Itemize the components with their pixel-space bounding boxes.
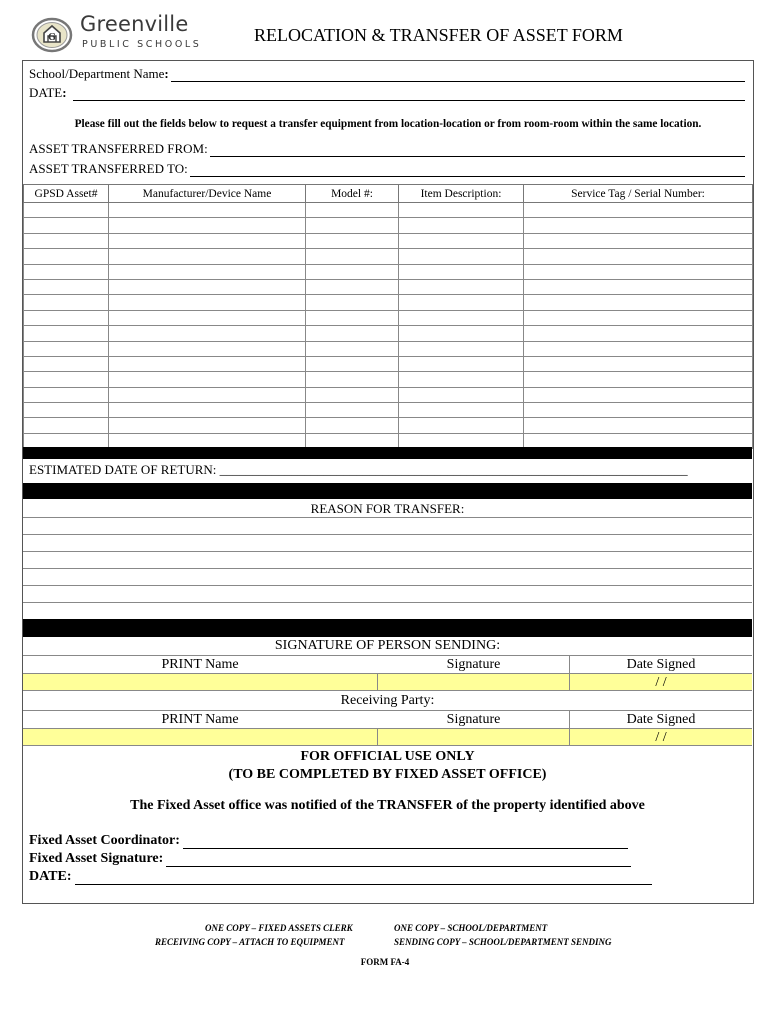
notified-statement: The Fixed Asset office was notified of the TRANSFER of the property identified above [130, 798, 645, 813]
date-field[interactable] [73, 87, 745, 101]
table-row [24, 203, 753, 218]
receiving-date-label: Date Signed [569, 711, 752, 728]
table-cell[interactable] [306, 356, 399, 371]
table-row [24, 249, 753, 264]
col-model: Model #: [306, 185, 399, 203]
table-row [24, 279, 753, 294]
school-department-colon: : [164, 66, 169, 81]
table-cell[interactable] [524, 249, 753, 264]
table-cell[interactable] [109, 372, 306, 387]
reason-title: REASON FOR TRANSFER: [310, 501, 465, 516]
col-gpsd-asset: GPSD Asset# [24, 185, 109, 203]
transferred-from-row [29, 141, 745, 157]
table-cell[interactable] [24, 264, 109, 279]
fa-date-label: DATE: [29, 869, 72, 884]
sending-signature-label: Signature [446, 657, 501, 672]
table-cell[interactable] [109, 233, 306, 248]
table-cell[interactable] [306, 310, 399, 325]
table-row [24, 295, 753, 310]
table-cell[interactable] [306, 341, 399, 356]
table-cell[interactable] [24, 418, 109, 433]
table-cell[interactable] [524, 279, 753, 294]
col-item-description: Item Description: [399, 185, 524, 203]
table-cell[interactable] [109, 341, 306, 356]
official-use-subtitle: (TO BE COMPLETED BY FIXED ASSET OFFICE) [228, 767, 547, 782]
footer-right-line1: ONE COPY – SCHOOL/DEPARTMENT [394, 923, 548, 933]
footer-left-line2: RECEIVING COPY – ATTACH TO EQUIPMENT [155, 937, 345, 947]
table-cell[interactable] [24, 233, 109, 248]
fa-signature-row [29, 851, 631, 867]
school-department-row [29, 66, 745, 82]
table-cell[interactable] [109, 264, 306, 279]
table-cell[interactable] [399, 387, 524, 402]
fa-date-field[interactable] [75, 871, 652, 885]
table-cell[interactable] [306, 295, 399, 310]
asset-table [23, 184, 753, 449]
table-cell[interactable] [109, 295, 306, 310]
table-cell[interactable] [524, 403, 753, 418]
table-cell[interactable] [399, 279, 524, 294]
fa-date-row [29, 869, 652, 885]
estimated-return-field[interactable]: ESTIMATED DATE OF RETURN: ________________________________________________________________________ [29, 462, 688, 477]
table-cell[interactable] [524, 356, 753, 371]
table-cell[interactable] [524, 418, 753, 433]
table-cell[interactable] [306, 249, 399, 264]
table-row [24, 326, 753, 341]
receiving-title: Receiving Party: [340, 693, 435, 708]
col-service-tag: Service Tag / Serial Number: [524, 185, 753, 203]
table-cell[interactable] [306, 279, 399, 294]
fa-signature-label: Fixed Asset Signature: [29, 851, 164, 866]
table-cell[interactable] [109, 218, 306, 233]
logo-emblem-icon [31, 16, 73, 54]
table-cell[interactable] [24, 218, 109, 233]
table-cell[interactable] [109, 403, 306, 418]
form-title: RELOCATION & TRANSFER OF ASSET FORM [254, 25, 623, 45]
table-cell[interactable] [306, 403, 399, 418]
receiving-signature-label: Signature [446, 712, 501, 727]
asset-table-header [24, 185, 753, 203]
footer-right-line2: SENDING COPY – SCHOOL/DEPARTMENT SENDING [394, 937, 612, 947]
sending-date-field[interactable]: / / [569, 674, 752, 690]
date-label: DATE [29, 85, 63, 100]
table-cell[interactable] [524, 295, 753, 310]
table-cell[interactable] [399, 326, 524, 341]
logo-subtitle: PUBLIC SCHOOLS [82, 39, 202, 50]
table-cell[interactable] [524, 326, 753, 341]
sending-header-row [23, 655, 752, 673]
transferred-to-label: ASSET TRANSFERRED TO: [29, 161, 188, 176]
table-cell[interactable] [399, 249, 524, 264]
table-cell[interactable] [306, 372, 399, 387]
table-cell[interactable] [524, 264, 753, 279]
table-cell[interactable] [306, 387, 399, 402]
logo-name: Greenville [80, 12, 189, 36]
table-row [24, 310, 753, 325]
table-cell[interactable] [24, 310, 109, 325]
receiving-signature-field[interactable] [377, 729, 569, 745]
transferred-to-row [29, 161, 745, 177]
school-department-label: School/Department Name [29, 66, 165, 81]
table-cell[interactable] [399, 203, 524, 218]
table-cell[interactable] [24, 295, 109, 310]
form-number: FORM FA-4 [360, 957, 410, 967]
table-row [24, 387, 753, 402]
table-cell[interactable] [399, 372, 524, 387]
sending-print-field[interactable] [23, 674, 377, 690]
table-cell[interactable] [306, 203, 399, 218]
reason-divider-bar [23, 483, 752, 499]
receiving-input-row [23, 728, 752, 746]
table-cell[interactable] [109, 249, 306, 264]
table-cell[interactable] [109, 279, 306, 294]
table-cell[interactable] [524, 233, 753, 248]
table-cell[interactable] [306, 264, 399, 279]
sending-signature-field[interactable] [377, 674, 569, 690]
instruction-text: Please fill out the fields below to request a transfer equipment from location-location or from room-room within the same location. [74, 118, 702, 130]
table-cell[interactable] [306, 418, 399, 433]
table-row [24, 341, 753, 356]
sending-title: SIGNATURE OF PERSON SENDING: [274, 638, 501, 653]
table-cell[interactable] [399, 356, 524, 371]
coordinator-label: Fixed Asset Coordinator: [29, 833, 180, 848]
table-cell[interactable] [399, 218, 524, 233]
table-row [24, 218, 753, 233]
table-cell[interactable] [524, 310, 753, 325]
official-use-title: FOR OFFICIAL USE ONLY [300, 749, 475, 764]
receiving-print-field[interactable] [23, 729, 377, 745]
table-cell[interactable] [24, 372, 109, 387]
date-row [29, 85, 745, 101]
table-row [24, 264, 753, 279]
school-department-field[interactable] [171, 68, 745, 82]
table-cell[interactable] [524, 387, 753, 402]
table-cell[interactable] [24, 279, 109, 294]
table-cell[interactable] [24, 203, 109, 218]
table-row [24, 356, 753, 371]
table-cell[interactable] [399, 403, 524, 418]
table-cell[interactable] [109, 203, 306, 218]
fa-signature-field[interactable] [166, 853, 631, 867]
sending-print-label: PRINT Name [161, 657, 239, 672]
transferred-from-label: ASSET TRANSFERRED FROM: [29, 141, 208, 156]
table-cell[interactable] [24, 249, 109, 264]
table-cell[interactable] [306, 233, 399, 248]
signature-divider-bar [23, 619, 752, 637]
date-colon: : [62, 85, 67, 100]
receiving-date-field[interactable]: / / [569, 729, 752, 745]
transferred-to-field[interactable] [190, 163, 745, 177]
table-cell[interactable] [399, 233, 524, 248]
receiving-print-label: PRINT Name [161, 712, 239, 727]
reason-lines[interactable] [23, 517, 752, 619]
table-cell[interactable] [109, 356, 306, 371]
footer-left-line1: ONE COPY – FIXED ASSETS CLERK [205, 923, 353, 933]
greenville-logo [31, 14, 206, 54]
table-divider-bar [23, 447, 752, 459]
transferred-from-field[interactable] [210, 143, 745, 157]
table-cell[interactable] [306, 326, 399, 341]
table-row [24, 418, 753, 433]
table-cell[interactable] [109, 418, 306, 433]
col-manufacturer: Manufacturer/Device Name [109, 185, 306, 203]
coordinator-field[interactable] [183, 835, 628, 849]
table-cell[interactable] [109, 326, 306, 341]
table-cell[interactable] [399, 418, 524, 433]
table-cell[interactable] [24, 403, 109, 418]
form-frame [22, 60, 754, 904]
table-cell[interactable] [524, 218, 753, 233]
table-row [24, 372, 753, 387]
table-cell[interactable] [524, 203, 753, 218]
table-row [24, 403, 753, 418]
table-cell[interactable] [24, 387, 109, 402]
table-cell[interactable] [399, 310, 524, 325]
table-cell[interactable] [306, 218, 399, 233]
table-cell[interactable] [524, 341, 753, 356]
svg-text:G: G [48, 33, 56, 43]
table-cell[interactable] [109, 387, 306, 402]
table-cell[interactable] [24, 356, 109, 371]
receiving-header-row [23, 710, 752, 728]
table-cell[interactable] [399, 264, 524, 279]
table-cell[interactable] [24, 326, 109, 341]
coordinator-row [29, 833, 628, 849]
table-cell[interactable] [524, 372, 753, 387]
sending-input-row [23, 673, 752, 691]
table-cell[interactable] [24, 341, 109, 356]
sending-date-label: Date Signed [569, 656, 752, 673]
table-cell[interactable] [399, 295, 524, 310]
table-row [24, 233, 753, 248]
table-cell[interactable] [109, 310, 306, 325]
table-cell[interactable] [399, 341, 524, 356]
